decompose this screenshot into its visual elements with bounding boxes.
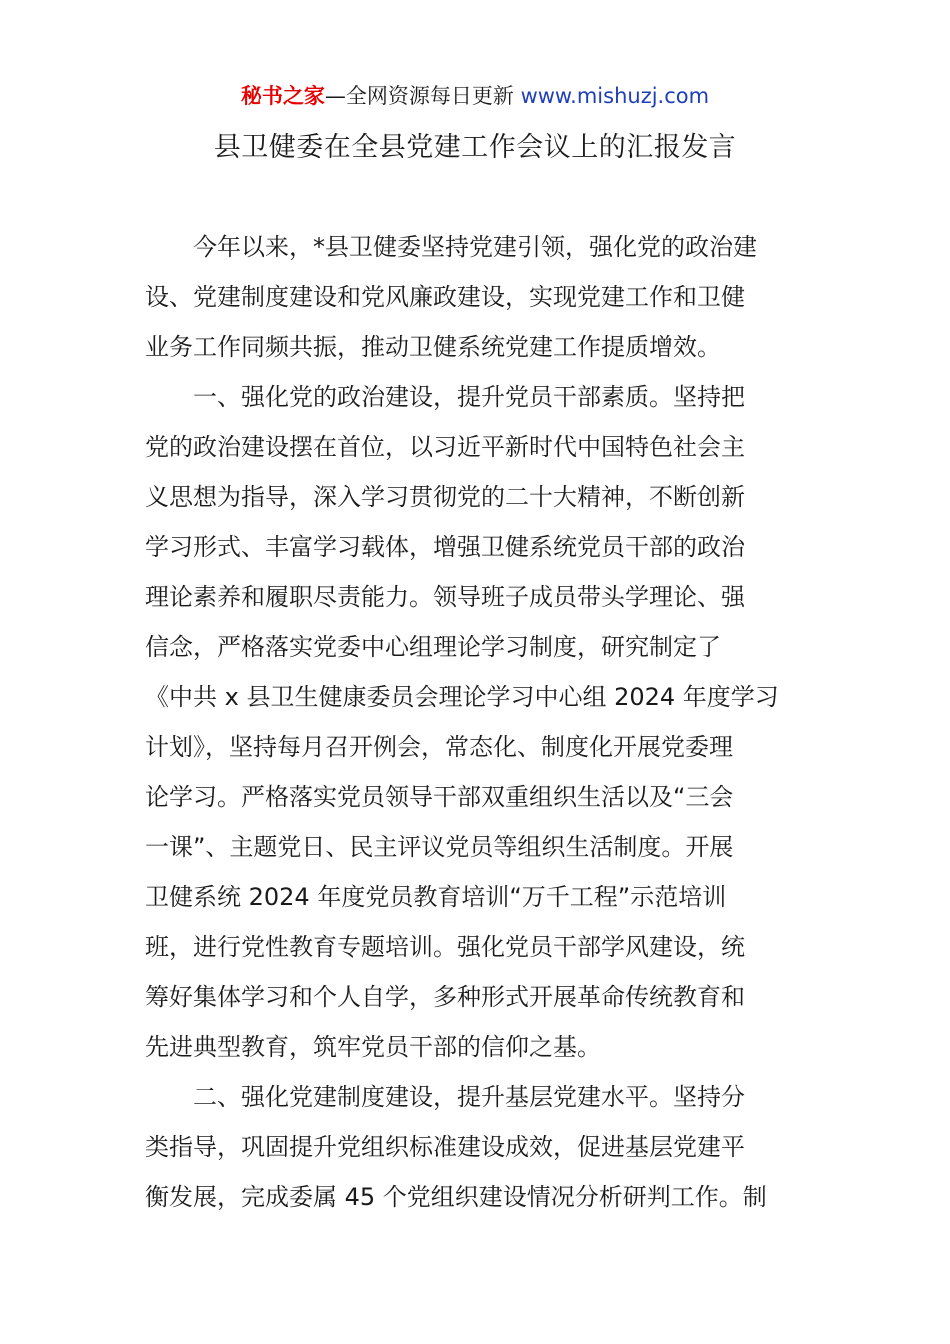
- text-line: 筹好集体学习和个人自学，多种形式开展革命传统教育和: [145, 983, 745, 1011]
- paragraph-section-2: [145, 1072, 810, 1222]
- text-line: 卫健系统 2024 年度党员教育培训“万千工程”示范培训: [145, 883, 727, 911]
- text-line: 《中共 x 县卫生健康委员会理论学习中心组 2024 年度学习: [145, 683, 779, 711]
- text-line: 业务工作同频共振，推动卫健系统党建工作提质增效。: [145, 333, 721, 361]
- text-line: 党的政治建设摆在首位，以习近平新时代中国特色社会主: [145, 433, 745, 461]
- text-line: 信念，严格落实党委中心组理论学习制度，研究制定了: [145, 633, 721, 661]
- text-line: 义思想为指导，深入学习贯彻党的二十大精神，不断创新: [145, 483, 745, 511]
- site-name: 秘书之家: [240, 84, 325, 108]
- text-line: 一、强化党的政治建设，提升党员干部素质。坚持把: [193, 383, 745, 411]
- text-line: 设、党建制度建设和党风廉政建设，实现党建工作和卫健: [145, 283, 745, 311]
- site-tagline: —全网资源每日更新: [324, 84, 514, 108]
- text-line: 一课”、主题党日、民主评议党员等组织生活制度。开展: [145, 833, 734, 861]
- paragraph-section-1: [145, 372, 810, 1072]
- text-line: 类指导，巩固提升党组织标准建设成效，促进基层党建平: [145, 1133, 745, 1161]
- text-line: 今年以来，*县卫健委坚持党建引领，强化党的政治建: [193, 233, 757, 261]
- text-line: 论学习。严格落实党员领导干部双重组织生活以及“三会: [145, 783, 734, 811]
- text-line: 先进典型教育，筑牢党员干部的信仰之基。: [145, 1033, 601, 1061]
- text-line: 学习形式、丰富学习载体，增强卫健系统党员干部的政治: [145, 533, 745, 561]
- paragraph-intro: [145, 222, 810, 372]
- document-title: 县卫健委在全县党建工作会议上的汇报发言: [213, 132, 737, 163]
- document-body: [145, 222, 810, 1222]
- site-url-link[interactable]: www.mishuzj.com: [520, 84, 710, 108]
- text-line: 理论素养和履职尽责能力。领导班子成员带头学理论、强: [145, 583, 745, 611]
- text-line: 衡发展，完成委属 45 个党组织建设情况分析研判工作。制: [145, 1183, 767, 1211]
- site-header: [0, 80, 950, 112]
- text-line: 班，进行党性教育专题培训。强化党员干部学风建设，统: [145, 933, 745, 961]
- text-line: 计划》，坚持每月召开例会，常态化、制度化开展党委理: [145, 733, 733, 761]
- text-line: 二、强化党建制度建设，提升基层党建水平。坚持分: [193, 1083, 745, 1111]
